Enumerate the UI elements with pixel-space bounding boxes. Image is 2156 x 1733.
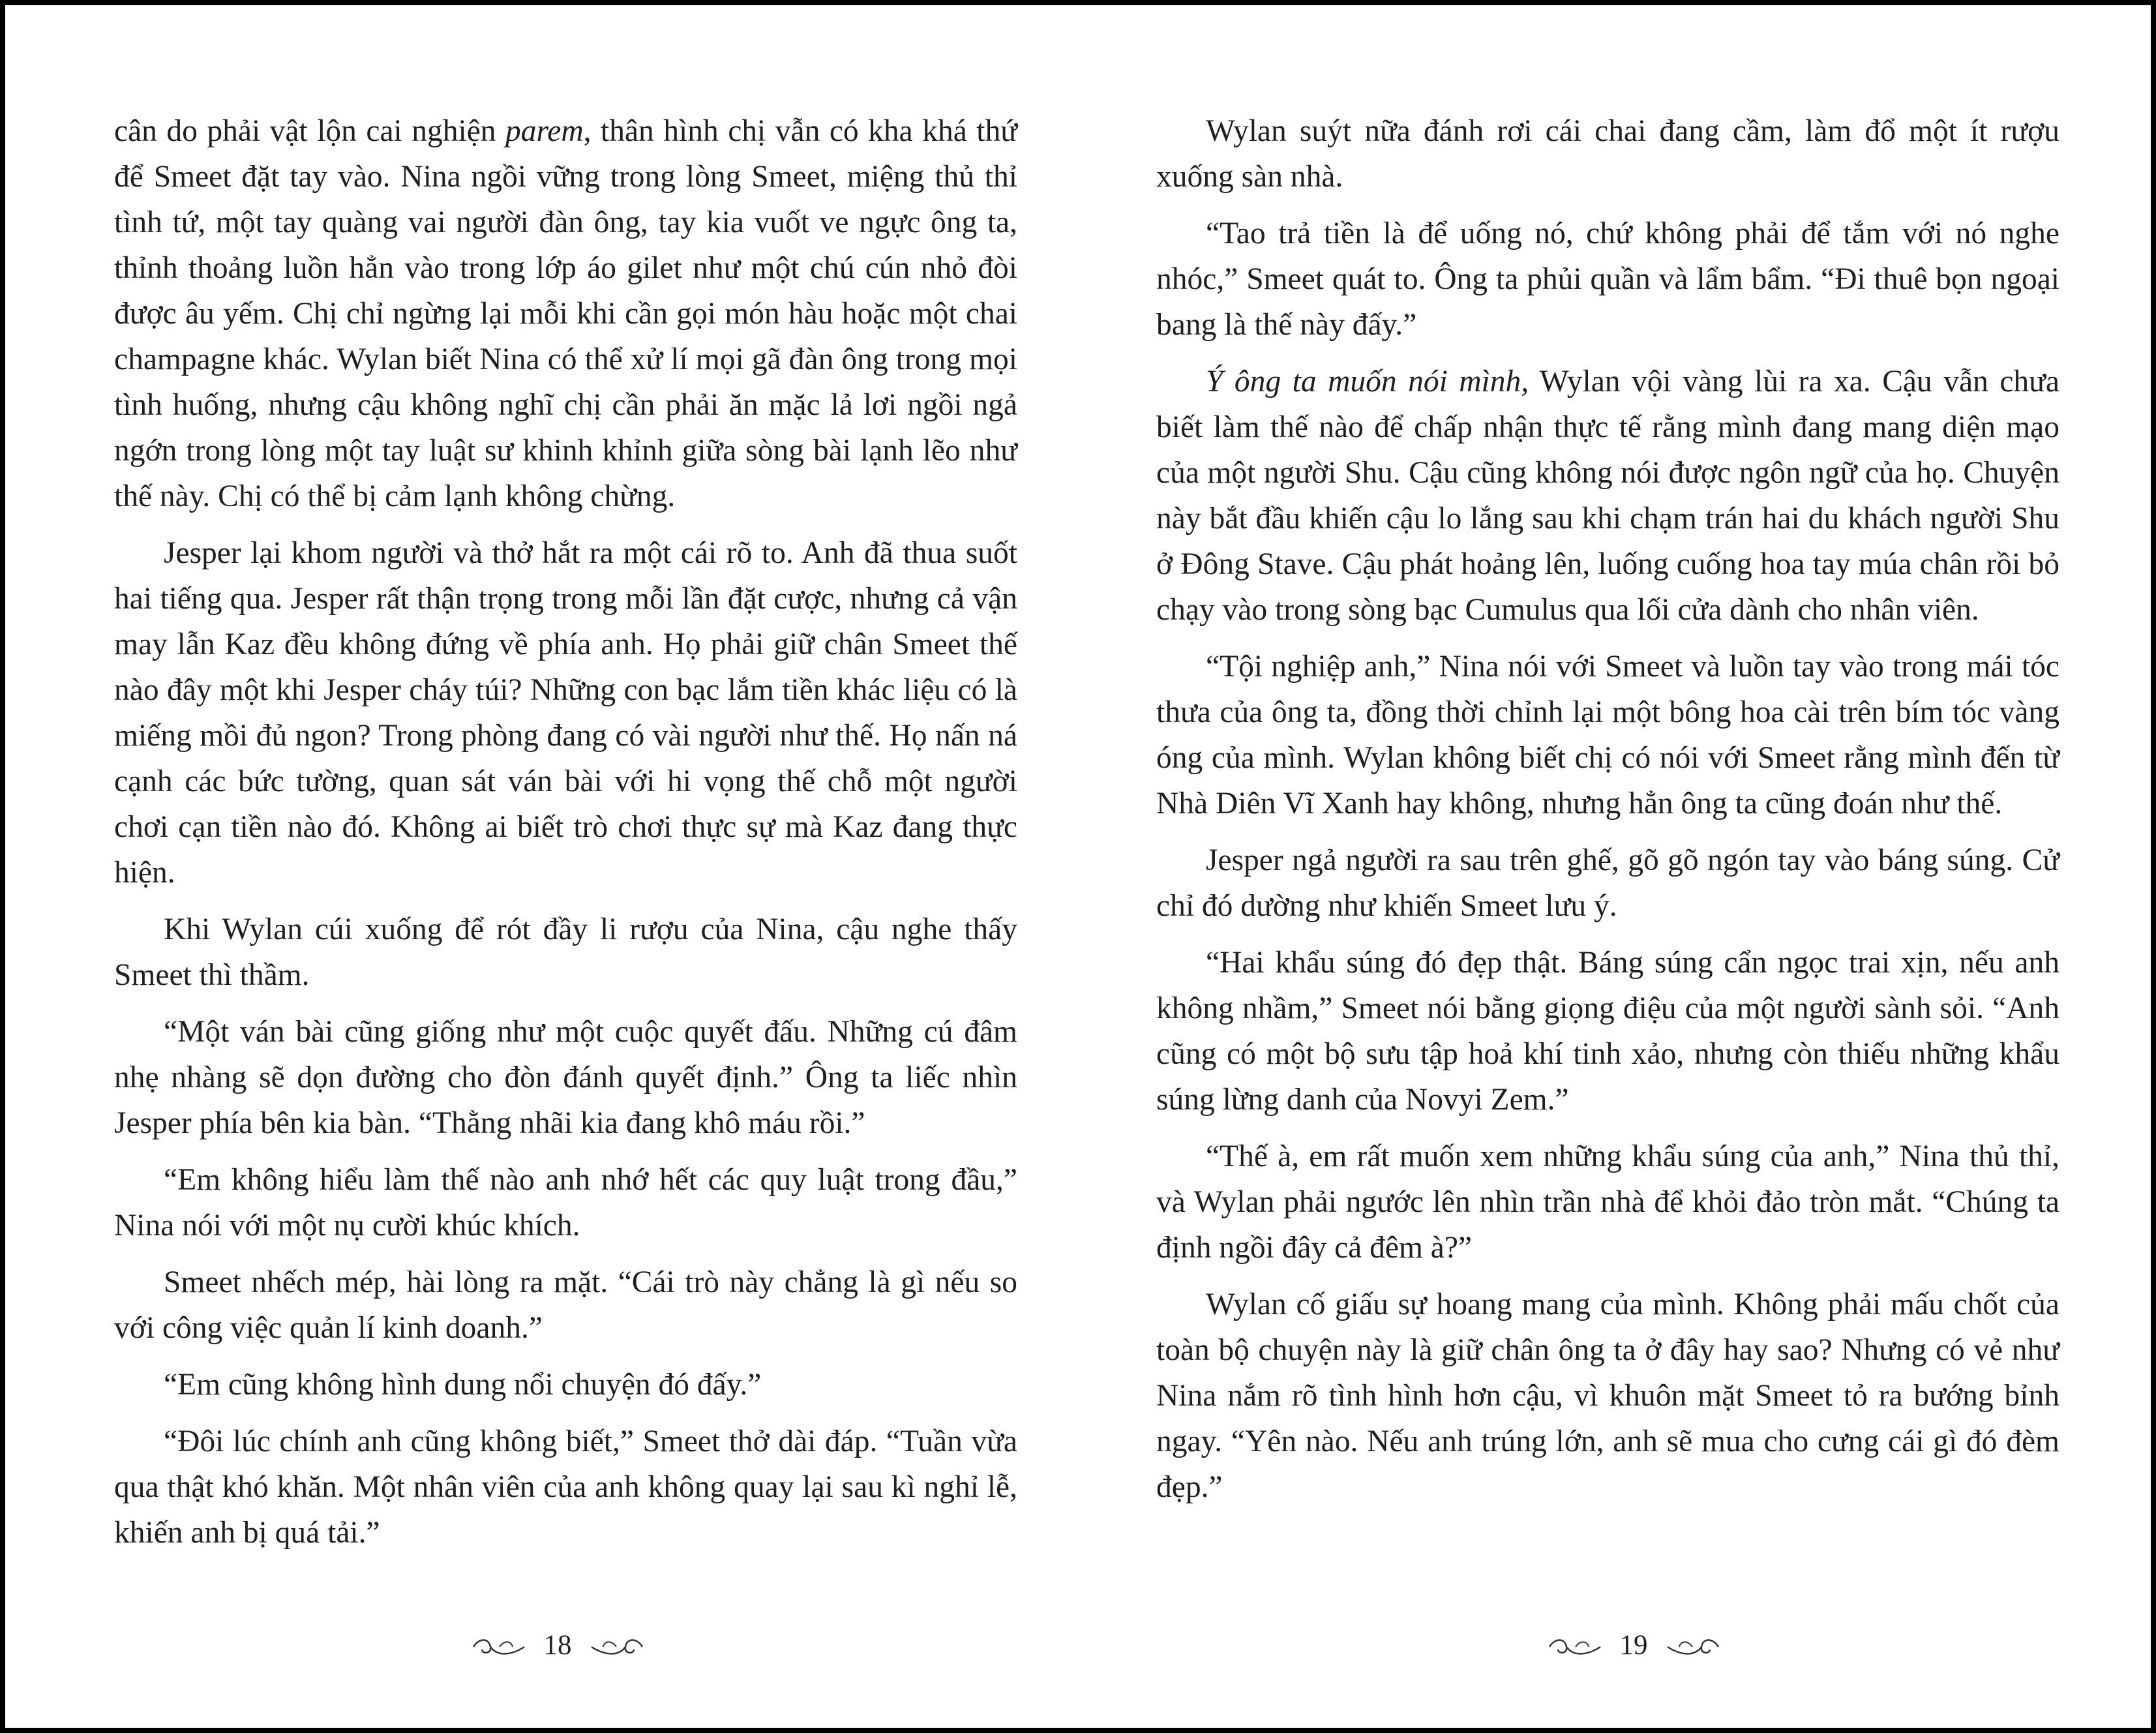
paragraph: “Hai khẩu súng đó đẹp thật. Báng súng cẩn ngọc trai xịn, nếu anh không nhầm,” Smeet nói bằng giọng điệu của một người sành sỏi. “Anh cũng có một bộ sưu tập hoả khí tinh xảo, nhưng còn thiếu những khẩu súng lừng danh của Novyi Zem.” bbox=[1156, 946, 2059, 1117]
paragraph: “Em cũng không hình dung nổi chuyện đó đấy.” bbox=[164, 1368, 762, 1402]
left-page-footer bbox=[427, 1629, 688, 1661]
italic-word: parem bbox=[505, 114, 584, 148]
page-number: 19 bbox=[1619, 1630, 1648, 1661]
paragraph: “Em không hiểu làm thế nào anh nhớ hết các quy luật trong đầu,” Nina nói với một nụ cười khúc khích. bbox=[114, 1163, 1017, 1243]
right-flourish-icon bbox=[1665, 1631, 1721, 1660]
right-flourish-icon bbox=[589, 1631, 645, 1660]
right-page-footer bbox=[1503, 1629, 1764, 1661]
paragraph: “Thế à, em rất muốn xem những khẩu súng của anh,” Nina thủ thỉ, và Wylan phải ngước lên nhìn trần nhà để khỏi đảo tròn mắt. “Chúng ta định ngồi đây cả đêm à?” bbox=[1156, 1139, 2059, 1265]
paragraph: Ý ông ta muốn nói mình, Wylan vội vàng lùi ra xa. Cậu vẫn chưa biết làm thế nào để chấp nhận thực tế rằng mình đang mang diện mạo của một người Shu. Cậu cũng không nói được ngôn ngữ của họ. Chuyện này bắt đầu khiến cậu lo lắng sau khi chạm trán hai du khách người Shu ở Đông Stave. Cậu phát hoảng lên, luống cuống hoa tay múa chân rồi bỏ chạy vào trong sòng bạc Cumulus qua lối cửa dành cho nhân viên. bbox=[1156, 365, 2059, 627]
page-number: 18 bbox=[543, 1630, 572, 1661]
italic-phrase: Ý ông ta muốn nói mình, bbox=[1206, 365, 1529, 399]
right-page-text bbox=[1156, 108, 2059, 1510]
paragraph: Jesper lại khom người và thở hắt ra một cái rõ to. Anh đã thua suốt hai tiếng qua. Jesper rất thận trọng trong mỗi lần đặt cược, nhưng cả vận may lẫn Kaz đều không đứng về phía anh. Họ phải giữ chân Smeet thế nào đây một khi Jesper cháy túi? Những con bạc lắm tiền khác liệu có là miếng mồi đủ ngon? Trong phòng đang có vài người như thế. Họ nấn ná cạnh các bức tường, quan sát ván bài với hi vọng thế chỗ một người chơi cạn tiền nào đó. Không ai biết trò chơi thực sự mà Kaz đang thực hiện. bbox=[114, 536, 1017, 890]
left-flourish-icon bbox=[1547, 1631, 1603, 1660]
paragraph: Khi Wylan cúi xuống để rót đầy li rượu của Nina, cậu nghe thấy Smeet thì thầm. bbox=[114, 912, 1017, 992]
paragraph: “Tao trả tiền là để uống nó, chứ không phải để tắm với nó nghe nhóc,” Smeet quát to. Ông ta phủi quần và lẩm bẩm. “Đi thuê bọn ngoại bang là thế này đấy.” bbox=[1156, 217, 2059, 342]
paragraph: Wylan cố giấu sự hoang mang của mình. Không phải mấu chốt của toàn bộ chuyện này là giữ chân ông ta ở đây hay sao? Nhưng có vẻ như Nina nắm rõ tình hình hơn cậu, vì khuôn mặt Smeet tỏ ra bướng bỉnh ngay. “Yên nào. Nếu anh trúng lớn, anh sẽ mua cho cưng cái gì đó đèm đẹp.” bbox=[1156, 1288, 2059, 1504]
left-page-text bbox=[114, 108, 1017, 1556]
paragraph: “Tội nghiệp anh,” Nina nói với Smeet và luồn tay vào trong mái tóc thưa của ông ta, đồng thời chỉnh lại một bông hoa cài trên bím tóc vàng óng của mình. Wylan không biết chị có nói với Smeet rằng mình đến từ Nhà Diên Vĩ Xanh hay không, nhưng hẳn ông ta cũng đoán như thế. bbox=[1156, 650, 2059, 821]
paragraph: “Một ván bài cũng giống như một cuộc quyết đấu. Những cú đâm nhẹ nhàng sẽ dọn đường cho đòn đánh quyết định.” Ông ta liếc nhìn Jesper phía bên kia bàn. “Thằng nhãi kia đang khô máu rồi.” bbox=[114, 1015, 1017, 1140]
paragraph: cân do phải vật lộn cai nghiện parem, thân hình chị vẫn có kha khá thứ để Smeet đặt tay vào. Nina ngồi vững trong lòng Smeet, miệng thủ thỉ tình tứ, một tay quàng vai người đàn ông, tay kia vuốt ve ngực ông ta, thỉnh thoảng luồn hẳn vào trong lớp áo gilet như một chú cún nhỏ đòi được âu yếm. Chị chỉ ngừng lại mỗi khi cần gọi món hàu hoặc một chai champagne khác. Wylan biết Nina có thể xử lí mọi gã đàn ông trong mọi tình huống, nhưng cậu không nghĩ chị cần phải ăn mặc lả lơi ngồi ngả ngớn trong lòng một tay luật sư khinh khỉnh giữa sòng bài lạnh lẽo như thế này. Chị có thể bị cảm lạnh không chừng. bbox=[114, 114, 1017, 513]
book-spread bbox=[5, 5, 2151, 1728]
paragraph: Smeet nhếch mép, hài lòng ra mặt. “Cái trò này chẳng là gì nếu so với công việc quản lí kinh doanh.” bbox=[114, 1265, 1017, 1345]
left-flourish-icon bbox=[471, 1631, 527, 1660]
paragraph: Wylan suýt nữa đánh rơi cái chai đang cầm, làm đổ một ít rượu xuống sàn nhà. bbox=[1156, 114, 2059, 194]
paragraph: “Đôi lúc chính anh cũng không biết,” Smeet thở dài đáp. “Tuần vừa qua thật khó khăn. Một nhân viên của anh không quay lại sau kì nghỉ lễ, khiến anh bị quá tải.” bbox=[114, 1424, 1017, 1550]
paragraph: Jesper ngả người ra sau trên ghế, gõ gõ ngón tay vào báng súng. Cử chỉ đó dường như khiến Smeet lưu ý. bbox=[1156, 843, 2059, 923]
